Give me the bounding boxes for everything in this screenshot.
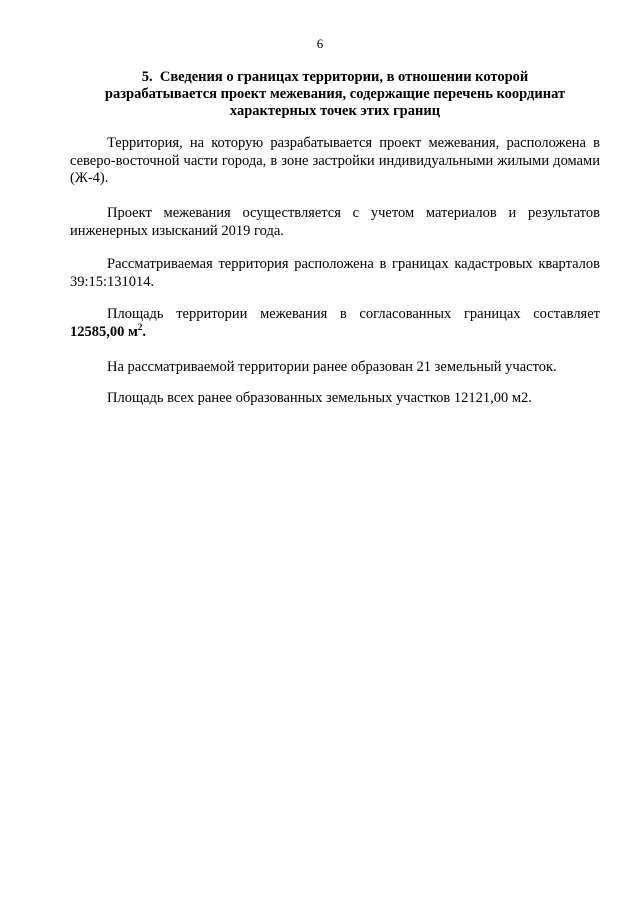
territory-area-text: Площадь территории межевания в согласованных границах составляет [107,306,600,322]
paragraph-territory-location: Территория, на которую разрабатывается проект межевания, расположена в северо-восточной части города, в зоне застройки индивидуальными жилыми домами (Ж-4). [70,135,600,186]
paragraph-cadastral-quarters: Рассматриваемая территория расположена в границах кадастровых кварталов 39:15:131014. [70,256,600,290]
paragraph-survey-materials: Проект межевания осуществляется с учетом материалов и результатов инженерных изысканий 2019 года. [70,205,600,239]
territory-area-exponent: 2 [137,321,143,332]
section-heading [70,69,600,120]
section-number: 5 [141,69,149,85]
page-number: 6 [316,36,324,51]
territory-area-number: 12585,00 м [70,323,138,340]
section-title-line-2: разрабатывается проект межевания, содержащие перечень координат [104,86,566,102]
territory-area-period: . [142,323,147,340]
paragraph-territory-area [70,306,600,341]
section-title-line-3: характерных точек этих границ [229,103,441,119]
section-title-line-1: Сведения о границах территории, в отношении которой [159,69,529,85]
territory-area-value [70,321,147,340]
section-number-separator: . [148,69,160,85]
paragraph-land-plots-count: На рассматриваемой территории ранее образован 21 земельный участок. [107,359,557,375]
paragraph-land-plots-area: Площадь всех ранее образованных земельных участков 12121,00 м2. [107,390,532,406]
